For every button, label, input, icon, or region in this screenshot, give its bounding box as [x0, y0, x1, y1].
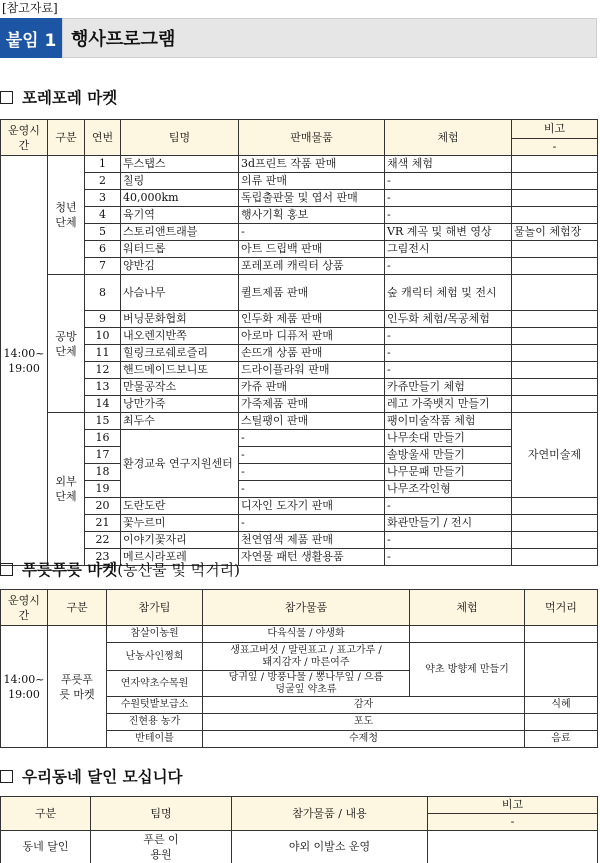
team-cell: 육기역 — [121, 207, 239, 224]
table-row — [1, 311, 598, 328]
section-heading-neighborhood-masters: 우리동네 달인 모십니다 — [0, 765, 183, 787]
no-cell: 22 — [85, 532, 121, 549]
goods-cell: 인두화 제품 판매 — [239, 311, 385, 328]
experience-cell: 나무솟대 만들기 — [385, 430, 512, 447]
no-cell: 12 — [85, 362, 121, 379]
experience-cell: 팽이미술작품 체험 — [385, 413, 512, 430]
table-row — [1, 498, 598, 515]
team-cell: 내오렌지반쪽 — [121, 328, 239, 345]
table-row — [1, 224, 598, 241]
header-team: 팀명 — [121, 120, 239, 156]
no-cell: 10 — [85, 328, 121, 345]
note-cell — [512, 362, 598, 379]
header-experience: 체험 — [410, 590, 525, 626]
no-cell: 20 — [85, 498, 121, 515]
experience-cell: - — [385, 362, 512, 379]
goods-cell: 포도 — [203, 714, 525, 731]
section-heading-green-market: 푸릇푸릇 마켓 (농산물 및 먹거리) — [0, 558, 240, 580]
goods-cell: 스틸팽이 판매 — [239, 413, 385, 430]
table-row — [1, 190, 598, 207]
no-cell: 8 — [85, 275, 121, 311]
goods-cell: - — [239, 515, 385, 532]
note-cell — [512, 515, 598, 532]
no-cell: 2 — [85, 173, 121, 190]
experience-cell: 그림전시 — [385, 241, 512, 258]
goods-cell: 디자인 도자기 판매 — [239, 498, 385, 515]
no-cell: 18 — [85, 464, 121, 481]
team-cell: 힐링크로쉐로즐리 — [121, 345, 239, 362]
table-row — [1, 207, 598, 224]
experience-cell: - — [385, 173, 512, 190]
header-food: 먹거리 — [525, 590, 598, 626]
goods-cell: 행사기획 홍보 — [239, 207, 385, 224]
experience-cell: 레고 가죽뱃지 만들기 — [385, 396, 512, 413]
experience-cell: 약초 방향제 만들기 — [410, 643, 525, 697]
food-cell: 식혜 — [525, 697, 598, 714]
checkbox-square-icon — [0, 563, 13, 576]
food-cell — [525, 643, 598, 697]
goods-cell: - — [239, 224, 385, 241]
group-cell: 외부 단체 — [48, 413, 85, 566]
header-experience: 체험 — [385, 120, 512, 156]
category-cell: 동네 달인 — [1, 831, 91, 863]
goods-cell: 야외 이발소 운영 — [232, 831, 428, 863]
team-cell: 투스탭스 — [121, 156, 239, 173]
header-note: 비고 — [428, 797, 598, 814]
team-cell: 메르시라포레 — [121, 549, 239, 566]
note-cell — [512, 156, 598, 173]
no-cell: 21 — [85, 515, 121, 532]
table-row — [1, 275, 598, 311]
experience-cell: - — [385, 498, 512, 515]
experience-cell: 채색 체험 — [385, 156, 512, 173]
table-row — [1, 258, 598, 275]
header-team: 참가팀 — [107, 590, 203, 626]
neighborhood-masters-table — [0, 796, 598, 863]
no-cell: 15 — [85, 413, 121, 430]
table-row — [1, 396, 598, 413]
experience-cell: - — [385, 328, 512, 345]
goods-cell: - — [239, 430, 385, 447]
table-row — [1, 481, 598, 498]
table-row — [1, 362, 598, 379]
table-row — [1, 430, 598, 447]
table-header-row — [1, 797, 598, 814]
food-cell: 음료 — [525, 731, 598, 748]
no-cell: 3 — [85, 190, 121, 207]
team-cell: 버닝문화협회 — [121, 311, 239, 328]
goods-cell: 당귀잎 / 방풍나물 / 뽕나무잎 / 으름덩굴잎 약초류 — [203, 671, 410, 697]
table-header-row — [1, 590, 598, 626]
team-cell: 난농사인쩡희 — [107, 643, 203, 671]
team-cell: 연자약초수목원 — [107, 671, 203, 697]
note-cell — [512, 498, 598, 515]
experience-cell: 숲 캐릭터 체험 및 전시 — [385, 275, 512, 311]
no-cell: 13 — [85, 379, 121, 396]
time-cell: 14:00~ 19:00 — [1, 626, 48, 748]
team-cell: 푸른 이용원 — [91, 831, 232, 863]
green-market-table — [0, 589, 598, 748]
food-cell — [525, 714, 598, 731]
team-cell: 진현용 농가 — [107, 714, 203, 731]
note-cell: 자연미술제 — [512, 413, 598, 498]
team-cell: 만물공작소 — [121, 379, 239, 396]
goods-cell: 3d프린트 작품 판매 — [239, 156, 385, 173]
team-cell: 참살이농원 — [107, 626, 203, 643]
goods-cell: 감자 — [203, 697, 525, 714]
experience-cell: 나무조각인형 — [385, 481, 512, 498]
goods-cell: 의류 판매 — [239, 173, 385, 190]
goods-cell: 아로마 디퓨저 판매 — [239, 328, 385, 345]
table-row — [1, 345, 598, 362]
header-category: 구분 — [48, 120, 85, 156]
goods-cell: 퀼트제품 판매 — [239, 275, 385, 311]
note-cell — [512, 549, 598, 566]
team-cell: 낭만가죽 — [121, 396, 239, 413]
goods-cell: 자연물 패턴 생활용품 — [239, 549, 385, 566]
category-cell: 푸릇푸릇 마켓 — [48, 626, 107, 748]
section-heading-forest-market: 포레포레 마켓 — [0, 86, 117, 108]
no-cell: 7 — [85, 258, 121, 275]
table-row — [1, 173, 598, 190]
goods-cell: 가죽제품 판매 — [239, 396, 385, 413]
goods-cell: - — [239, 481, 385, 498]
checkbox-square-icon — [0, 91, 13, 104]
food-cell — [525, 626, 598, 643]
note-cell — [512, 275, 598, 311]
experience-cell — [410, 626, 525, 643]
note-cell — [512, 396, 598, 413]
note-cell — [512, 328, 598, 345]
time-cell: 14:00~ 19:00 — [1, 156, 48, 566]
no-cell: 14 — [85, 396, 121, 413]
header-note: 비고 — [512, 120, 598, 139]
team-cell: 워터드롭 — [121, 241, 239, 258]
table-row — [1, 515, 598, 532]
no-cell: 23 — [85, 549, 121, 566]
team-cell: 반테이블 — [107, 731, 203, 748]
goods-cell: 아트 드립백 판매 — [239, 241, 385, 258]
goods-cell: 손뜨개 상품 판매 — [239, 345, 385, 362]
table-row — [1, 241, 598, 258]
team-cell: 스토리앤트래블 — [121, 224, 239, 241]
table-row — [1, 156, 598, 173]
group-cell: 청년 단체 — [48, 156, 85, 275]
goods-cell: - — [239, 447, 385, 464]
table-row — [1, 831, 598, 863]
goods-cell: 독립출판물 및 엽서 판매 — [239, 190, 385, 207]
team-cell: 사슴나무 — [121, 275, 239, 311]
experience-cell: VR 계곡 및 해변 영상 — [385, 224, 512, 241]
note-cell — [512, 241, 598, 258]
team-cell: 도란도란 — [121, 498, 239, 515]
team-cell: 환경교육 연구지원센터 — [121, 430, 239, 498]
note-cell — [512, 311, 598, 328]
experience-cell: 인두화 체험/목공체험 — [385, 311, 512, 328]
header-category: 구분 — [48, 590, 107, 626]
team-cell: 최두수 — [121, 413, 239, 430]
table-row — [1, 626, 598, 643]
goods-cell: 천연염색 제품 판매 — [239, 532, 385, 549]
no-cell: 9 — [85, 311, 121, 328]
table-row — [1, 413, 598, 430]
table-row — [1, 328, 598, 345]
goods-cell: 생표고버섯 / 말린표고 / 표고가루 / 돼지감자 / 마른여주 — [203, 643, 410, 671]
note-cell — [512, 345, 598, 362]
note-cell — [512, 532, 598, 549]
goods-cell: 수제청 — [203, 731, 525, 748]
team-cell: 40,000km — [121, 190, 239, 207]
note-cell — [512, 190, 598, 207]
no-cell: 5 — [85, 224, 121, 241]
header-no: 연번 — [85, 120, 121, 156]
table-header-row — [1, 120, 598, 139]
experience-cell: 솔방울새 만들기 — [385, 447, 512, 464]
no-cell: 4 — [85, 207, 121, 224]
goods-cell: 카쥬 판매 — [239, 379, 385, 396]
note-cell — [512, 207, 598, 224]
header-category: 구분 — [1, 797, 91, 831]
checkbox-square-icon — [0, 770, 13, 783]
experience-cell: 카쥬만들기 체험 — [385, 379, 512, 396]
no-cell: 6 — [85, 241, 121, 258]
team-cell: 핸드메이드보니또 — [121, 362, 239, 379]
no-cell: 17 — [85, 447, 121, 464]
no-cell: 1 — [85, 156, 121, 173]
note-cell — [512, 173, 598, 190]
note-cell: 물놀이 체험장 — [512, 224, 598, 241]
goods-cell: 포레포레 캐릭터 상품 — [239, 258, 385, 275]
goods-cell: 다육식물 / 야생화 — [203, 626, 410, 643]
header-note-sub: - — [512, 139, 598, 156]
no-cell: 16 — [85, 430, 121, 447]
experience-cell: - — [385, 258, 512, 275]
header-note-sub: - — [428, 814, 598, 831]
team-cell: 꽃누르미 — [121, 515, 239, 532]
appendix-badge: 붙임 1 — [0, 18, 62, 58]
experience-cell: 나무문패 만들기 — [385, 464, 512, 481]
group-cell: 공방 단체 — [48, 275, 85, 413]
note-cell — [428, 831, 598, 863]
header-time: 운영시간 — [1, 120, 48, 156]
goods-cell: - — [239, 464, 385, 481]
experience-cell: - — [385, 549, 512, 566]
table-row — [1, 379, 598, 396]
note-cell — [512, 379, 598, 396]
header-team: 팀명 — [91, 797, 232, 831]
experience-cell: - — [385, 207, 512, 224]
experience-cell: - — [385, 190, 512, 207]
table-row — [1, 464, 598, 481]
no-cell: 11 — [85, 345, 121, 362]
table-row — [1, 532, 598, 549]
header-goods: 판매물품 — [239, 120, 385, 156]
header-goods: 참가물품 / 내용 — [232, 797, 428, 831]
team-cell: 칠링 — [121, 173, 239, 190]
reference-label: [참고자료] — [2, 1, 58, 15]
goods-cell: 드라이플라워 판매 — [239, 362, 385, 379]
appendix-title: 행사프로그램 — [62, 18, 597, 58]
table-row — [1, 447, 598, 464]
team-cell: 양반김 — [121, 258, 239, 275]
header-time: 운영시간 — [1, 590, 48, 626]
note-cell — [512, 258, 598, 275]
team-cell: 이야기꽃자리 — [121, 532, 239, 549]
appendix-header — [0, 18, 597, 58]
experience-cell: - — [385, 345, 512, 362]
header-goods: 참가물품 — [203, 590, 410, 626]
team-cell: 수원텃밭보급소 — [107, 697, 203, 714]
experience-cell: 화관만들기 / 전시 — [385, 515, 512, 532]
experience-cell: - — [385, 532, 512, 549]
forest-market-table — [0, 119, 598, 566]
no-cell: 19 — [85, 481, 121, 498]
